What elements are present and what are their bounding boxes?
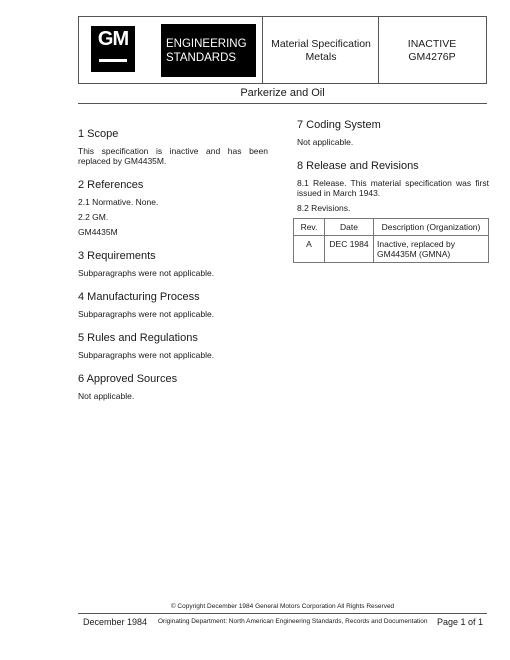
- section-coding: [297, 119, 489, 147]
- logo-underline: [99, 59, 127, 62]
- document-subject: Parkerize and Oil: [240, 87, 325, 99]
- section-heading: 7 Coding System: [297, 119, 381, 131]
- section-heading: 1 Scope: [78, 128, 119, 140]
- section-text: This specification is inactive and has been replaced by GM4435M.: [78, 146, 268, 166]
- originating-department: Originating Department: North American Engineering Standards, Records and Documentation: [158, 618, 428, 625]
- subject-divider: [78, 103, 487, 104]
- revisions-table: [293, 218, 489, 263]
- section-release: [297, 160, 489, 263]
- section-sources: [78, 373, 268, 401]
- table-header-row: [294, 219, 489, 236]
- section-heading: 5 Rules and Regulations: [78, 332, 198, 344]
- section-scope: [78, 128, 268, 166]
- reference-line: GM4435M: [78, 227, 118, 237]
- left-column: [78, 128, 268, 414]
- column-header: Rev.: [294, 219, 325, 236]
- footer-date: December 1984: [83, 617, 148, 627]
- section-manufacturing: [78, 291, 268, 319]
- date-cell: DEC 1984: [325, 236, 374, 263]
- document-number: GM4276P: [408, 51, 456, 63]
- table-row: [294, 236, 489, 263]
- spec-type-line-2: Metals: [305, 51, 337, 63]
- spec-status: [378, 38, 486, 64]
- section-heading: 3 Requirements: [78, 250, 156, 262]
- right-column: [297, 119, 489, 276]
- page-number: Page 1 of 1: [436, 617, 483, 627]
- section-text: Not applicable.: [78, 391, 135, 401]
- section-text: Subparagraphs were not applicable.: [78, 268, 215, 278]
- reference-line: 2.1 Normative. None.: [78, 197, 159, 207]
- section-references: [78, 179, 268, 237]
- section-heading: 2 References: [78, 179, 144, 191]
- logo-text: GM: [97, 28, 129, 50]
- copyright-notice: © Copyright December 1984 General Motors Corporation All Rights Reserved: [170, 603, 395, 610]
- gm-logo: [91, 26, 135, 72]
- engineering-standards-badge: [161, 24, 256, 77]
- reference-line: 2.2 GM.: [78, 212, 109, 222]
- footer-divider: [78, 613, 487, 614]
- section-text: Not applicable.: [297, 137, 354, 147]
- badge-line-1: ENGINEERING: [166, 37, 247, 50]
- badge-line-2: STANDARDS: [166, 51, 237, 64]
- revision-cell: A: [294, 236, 325, 263]
- section-text: Subparagraphs were not applicable.: [78, 309, 215, 319]
- section-requirements: [78, 250, 268, 278]
- column-header: Date: [325, 219, 374, 236]
- section-heading: 4 Manufacturing Process: [78, 291, 200, 303]
- section-heading: 6 Approved Sources: [78, 373, 178, 385]
- section-heading: 8 Release and Revisions: [297, 160, 419, 172]
- status-label: INACTIVE: [407, 38, 457, 50]
- revisions-label: 8.2 Revisions.: [297, 203, 351, 213]
- release-text: 8.1 Release. This material specification was first issued in March 1943.: [297, 178, 489, 198]
- section-text: Subparagraphs were not applicable.: [78, 350, 215, 360]
- spec-type: [262, 38, 380, 64]
- column-header: Description (Organization): [374, 219, 489, 236]
- spec-type-line-1: Material Specification: [271, 38, 371, 50]
- section-rules: [78, 332, 268, 360]
- description-cell: Inactive, replaced by GM4435M (GMNA): [374, 236, 489, 263]
